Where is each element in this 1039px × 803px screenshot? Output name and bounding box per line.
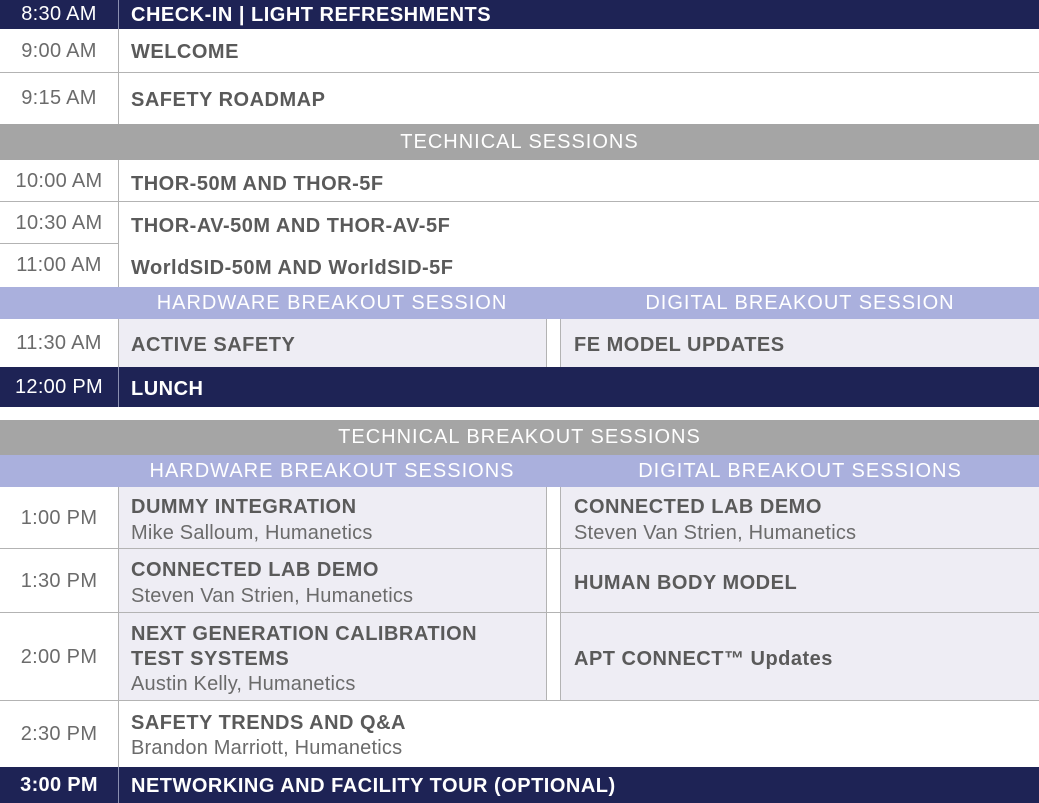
header-hardware-breakout-sessions: HARDWARE BREAKOUT SESSIONS xyxy=(149,459,515,482)
time-0830: 8:30 AM xyxy=(21,3,97,25)
session-safety-trends: SAFETY TRENDS AND Q&A xyxy=(131,712,406,734)
row-0300 xyxy=(0,767,1039,803)
time-0900: 9:00 AM xyxy=(21,39,97,62)
header-technical-breakout-sessions: TECHNICAL BREAKOUT SESSIONS xyxy=(0,420,1039,455)
time-0230: 2:30 PM xyxy=(20,722,98,745)
speaker-brandon-marriott: Brandon Marriott, Humanetics xyxy=(131,737,403,759)
speaker-steven-van-strien-hardware: Steven Van Strien, Humanetics xyxy=(131,585,414,607)
session-welcome: WELCOME xyxy=(131,41,239,63)
speaker-austin-kelly: Austin Kelly, Humanetics xyxy=(131,673,356,695)
time-1030: 10:30 AM xyxy=(15,211,103,234)
session-thor50: THOR-50M AND THOR-5F xyxy=(131,173,384,195)
row-welcome xyxy=(0,29,1039,73)
session-worldsid: WorldSID-50M AND WorldSID-5F xyxy=(131,257,454,279)
session-roadmap: SAFETY ROADMAP xyxy=(131,89,326,111)
speaker-steven-van-strien-digital: Steven Van Strien, Humanetics xyxy=(574,522,857,544)
session-lunch: LUNCH xyxy=(131,378,204,400)
session-fe-model-updates: FE MODEL UPDATES xyxy=(574,334,785,356)
session-networking-tour: NETWORKING AND FACILITY TOUR (OPTIONAL) xyxy=(131,775,616,797)
header-digital-breakout: DIGITAL BREAKOUT SESSION xyxy=(645,291,955,314)
row-1130 xyxy=(0,319,1039,367)
session-checkin: CHECK-IN | LIGHT REFRESHMENTS xyxy=(131,4,492,26)
header-technical-sessions: TECHNICAL SESSIONS xyxy=(0,124,1039,160)
session-next-gen-calibration-line1: NEXT GENERATION CALIBRATION xyxy=(131,623,478,645)
header-digital-breakout-sessions: DIGITAL BREAKOUT SESSIONS xyxy=(638,459,962,482)
row-0100 xyxy=(0,487,1039,549)
row-roadmap xyxy=(0,73,1039,124)
speaker-mike-salloum: Mike Salloum, Humanetics xyxy=(131,522,373,544)
row-thorav xyxy=(0,202,1039,244)
time-0200: 2:00 PM xyxy=(0,613,118,701)
session-thorav: THOR-AV-50M AND THOR-AV-5F xyxy=(131,215,451,237)
session-next-gen-calibration-line2: TEST SYSTEMS xyxy=(131,648,290,670)
time-0915: 9:15 AM xyxy=(21,87,97,109)
header-breakout-1 xyxy=(0,287,1039,319)
session-apt-connect-updates: APT CONNECT™ Updates xyxy=(574,648,833,670)
session-connected-lab-demo-digital: CONNECTED LAB DEMO xyxy=(574,496,822,518)
row-checkin xyxy=(0,0,1039,29)
time-1200: 12:00 PM xyxy=(14,375,103,398)
row-0130 xyxy=(0,549,1039,613)
row-thor50 xyxy=(0,160,1039,202)
time-1100: 11:00 AM xyxy=(16,254,102,276)
header-hardware-breakout: HARDWARE BREAKOUT SESSION xyxy=(156,291,508,314)
row-0200 xyxy=(0,613,1039,701)
time-1000: 10:00 AM xyxy=(15,169,103,192)
session-active-safety: ACTIVE SAFETY xyxy=(131,334,296,356)
header-breakout-2 xyxy=(0,455,1039,487)
session-connected-lab-demo-hardware: CONNECTED LAB DEMO xyxy=(131,559,379,581)
time-0300: 3:00 PM xyxy=(20,773,98,796)
time-0100: 1:00 PM xyxy=(0,487,118,549)
session-dummy-integration: DUMMY INTEGRATION xyxy=(131,496,357,518)
time-0130: 1:30 PM xyxy=(0,549,118,613)
row-worldsid xyxy=(0,244,1039,287)
time-1130: 11:30 AM xyxy=(0,319,118,367)
session-human-body-model: HUMAN BODY MODEL xyxy=(574,572,798,594)
row-0230 xyxy=(0,701,1039,767)
row-lunch xyxy=(0,367,1039,407)
